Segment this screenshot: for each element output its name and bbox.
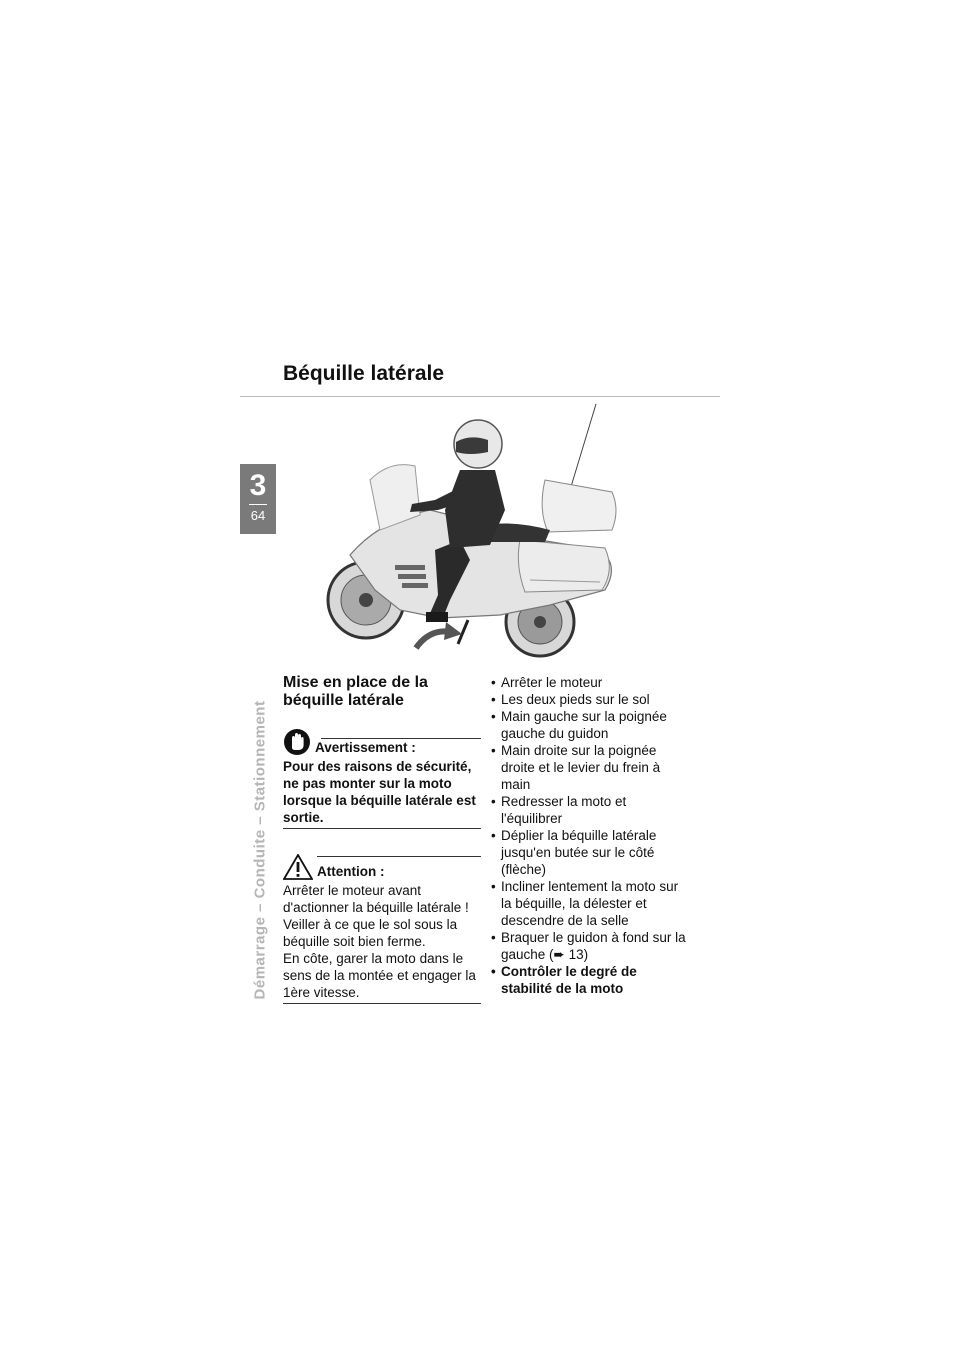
chapter-number: 3: [249, 469, 267, 502]
warning-triangle-icon: [283, 854, 313, 880]
warning-top-rule: [321, 738, 481, 739]
list-item: • Arrêter le moteur: [491, 674, 691, 691]
steps-list: [491, 674, 691, 997]
list-item: • Braquer le guidon à fond sur la gauche (➨ 13): [491, 929, 691, 963]
page-title: Béquille latérale: [283, 362, 445, 385]
caution-paragraph: Veiller à ce que le sol sous la béquille soit bien ferme.: [283, 917, 458, 949]
list-item: • Contrôler le degré de stabilité de la moto: [491, 963, 691, 997]
caution-text: [283, 882, 481, 1001]
right-column: [491, 674, 691, 997]
left-column: [283, 674, 481, 1001]
stop-hand-icon: [283, 728, 311, 756]
page-number: 64: [250, 508, 266, 523]
warning-header: [283, 728, 481, 756]
list-item: • Incliner lentement la moto sur la béquille, la délester et descendre de la selle: [491, 878, 691, 929]
caution-bottom-rule: [283, 1003, 481, 1004]
warning-text: Pour des raisons de sécurité, ne pas monter sur la moto lorsque la béquille latérale est sortie.: [283, 759, 476, 825]
list-item: • Main gauche sur la poignée gauche du guidon: [491, 708, 691, 742]
warning-label: Avertissement :: [315, 740, 416, 755]
section-heading: Mise en place de la béquille latérale: [283, 674, 428, 709]
list-item: • Main droite sur la poignée droite et le levier du frein à main: [491, 742, 691, 793]
side-section-label: Démarrage – Conduite – Stationnement: [251, 700, 269, 1000]
warning-bottom-rule: [283, 828, 481, 829]
list-item: • Les deux pieds sur le sol: [491, 691, 691, 708]
caution-top-rule: [317, 856, 481, 857]
list-item: • Redresser la moto et l'équilibrer: [491, 793, 691, 827]
caution-paragraph: En côte, garer la moto dans le sens de la montée et engager la 1ère vitesse.: [283, 951, 476, 1000]
caution-header: [283, 850, 481, 880]
warning-box: [283, 728, 481, 826]
caution-box: [283, 850, 481, 1001]
title-rule: [240, 396, 720, 397]
list-item: • Déplier la béquille latérale jusqu'en butée sur le côté (flèche): [491, 827, 691, 878]
motorcycle-illustration: [320, 400, 620, 660]
caution-paragraph: Arrêter le moteur avant d'actionner la béquille latérale !: [283, 883, 469, 915]
chapter-divider: [249, 504, 267, 505]
caution-label: Attention :: [317, 864, 385, 879]
